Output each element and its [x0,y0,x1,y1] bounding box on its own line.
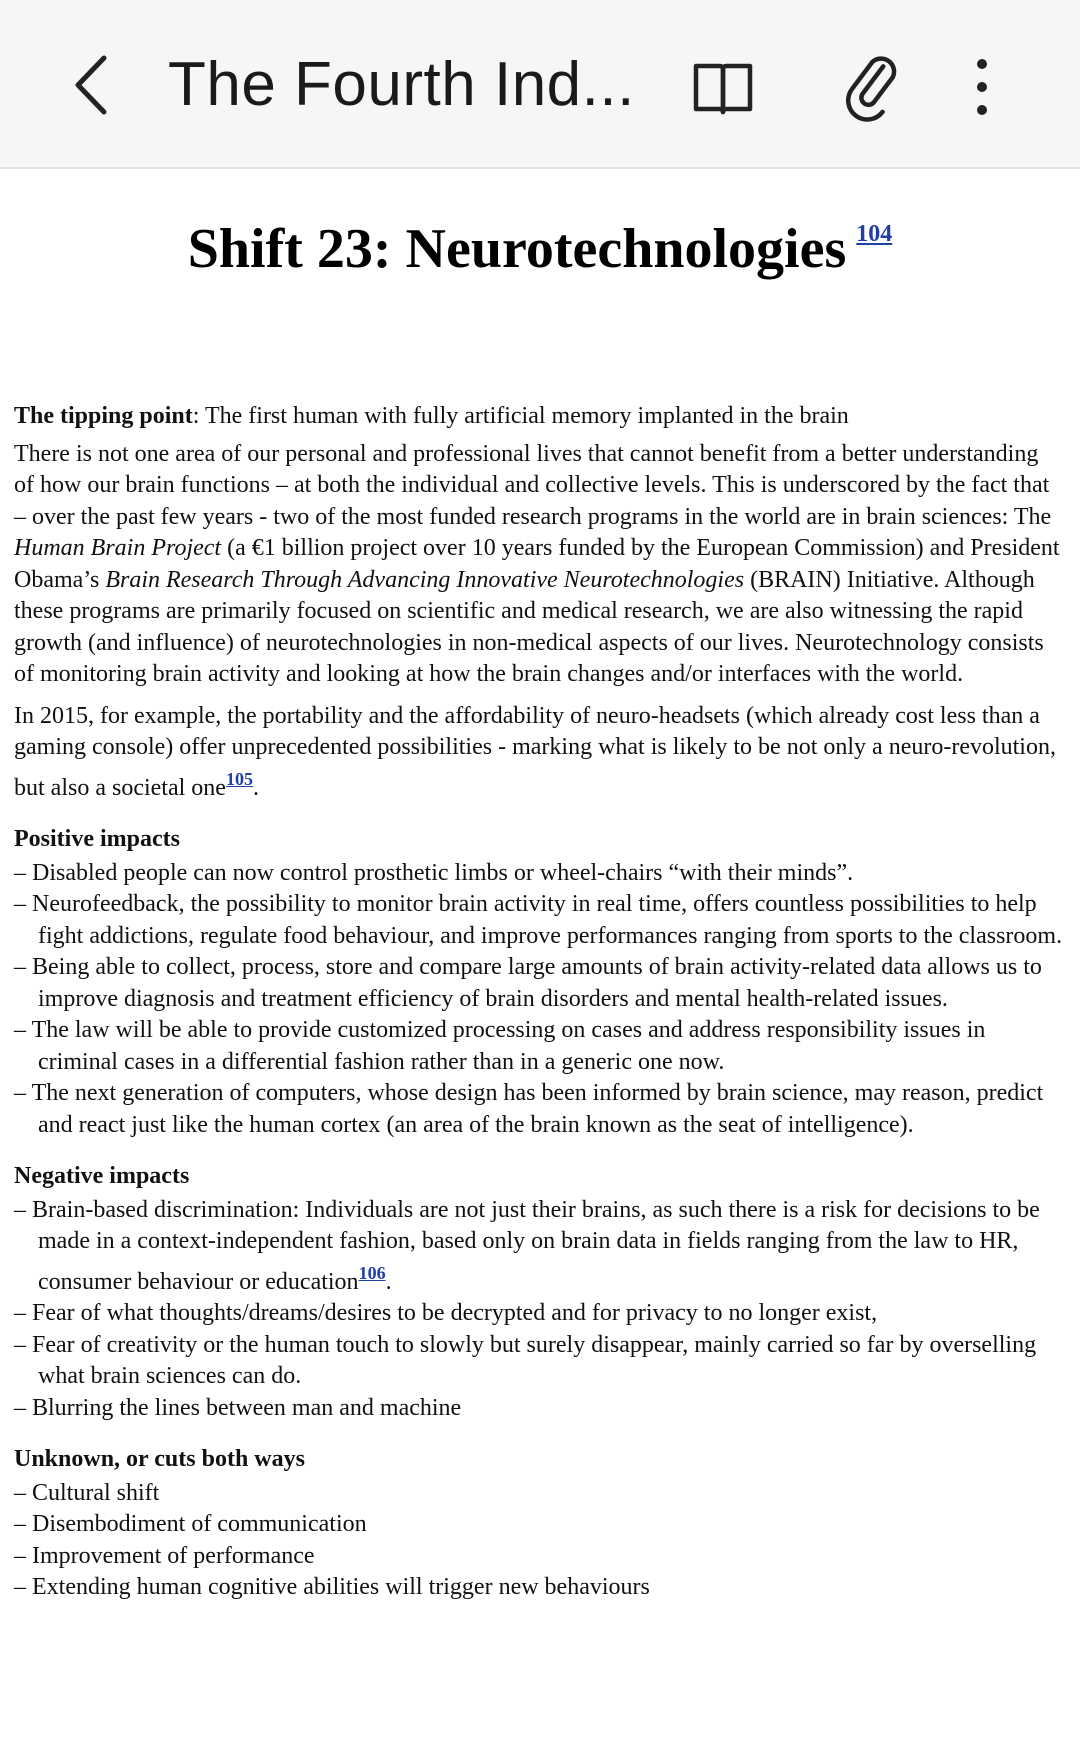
footnote-link-105[interactable]: 105 [225,768,253,789]
tipping-point-text: : The first human with fully artificial memory implanted in the brain [192,403,849,429]
negative-first-end: . [385,1268,392,1295]
paragraph-2015 [14,701,1064,805]
list-item: – Neurofeedback, the possibility to monitor brain activity in real time, offers countless possibilities to help fight addictions, regulate food behaviour, and improve performances ranging from sports to the classroom. [14,889,1064,952]
positive-impacts-list [14,858,1064,1142]
paragraph-intro [14,439,1064,691]
back-button[interactable] [64,50,124,120]
para1-text-a: There is not one area of our personal and professional lives that cannot benefit from a better understanding of how our brain functions – at both the individual and collective levels. This is underscored by the fact that – over the past few years - two of the most funded research programs in the world are in brain sciences: The [14,440,1052,530]
unknown-impacts-heading: Unknown, or cuts both ways [14,1446,305,1472]
document-page [0,169,1080,1752]
para2-text: In 2015, for example, the portability and the affordability of neuro-headsets (which already cost less than a gaming console) offer unprecedented possibilities - marking what is likely to be not only a neuro-revolution, but also a societal one [14,702,1056,801]
para1-text-c: (BRAIN) Initiative. Although these programs are primarily focused on scientific and medical research, we are also witnessing the rapid growth (and influence) of neurotechnologies in non-medical aspects of our lives. Neurotechnology consists of monitoring brain activity and looking at how the brain changes and/or interfaces with the world. [14,566,1044,687]
list-item: – Being able to collect, process, store and compare large amounts of brain activity-related data allows us to improve diagnosis and treatment efficiency of brain disorders and mental health-related issues. [14,952,1064,1015]
app-bar [0,0,1080,169]
more-options-button[interactable] [952,52,1012,122]
paperclip-icon [838,52,908,122]
book-icon [688,52,758,122]
footnote-link-104[interactable]: 104 [856,221,893,247]
list-item [14,1195,1064,1299]
attach-button[interactable] [838,52,908,122]
para1-text-b: (a €1 billion project over 10 years funded by the European Commission) and President Obama’s [14,535,1060,593]
footnote-link-106[interactable]: 106 [358,1262,386,1283]
tipping-point-label: The tipping point [14,403,193,429]
chapter-title [0,217,1080,281]
list-item: – Cultural shift [14,1478,1064,1510]
more-vertical-icon [952,52,1012,122]
list-item: – Disabled people can now control prosthetic limbs or wheel-chairs “with their minds”. [14,858,1064,890]
positive-impacts-heading: Positive impacts [14,826,180,852]
list-item: – Blurring the lines between man and machine [14,1393,1064,1425]
list-item: – Extending human cognitive abilities will trigger new behaviours [14,1572,1064,1604]
document-title: The Fourth Ind... [168,50,635,119]
list-item: – Improvement of performance [14,1541,1064,1573]
back-chevron-icon [64,50,124,120]
para1-italic-hbp: Human Brain Project [14,535,222,561]
list-item: – Fear of creativity or the human touch to slowly but surely disappear, mainly carried so far by overselling what brain sciences can do. [14,1330,1064,1393]
negative-first-text: Brain-based discrimination: Individuals are not just their brains, as such there is a risk for decisions to be made in a context-independent fashion, based only on brain data in fields ranging from the law to HR, consumer behaviour or education [32,1196,1040,1295]
list-item: – The law will be able to provide customized processing on cases and address responsibility issues in criminal cases in a differential fashion rather than in a generic one now. [14,1015,1064,1078]
list-item: – Disembodiment of communication [14,1509,1064,1541]
list-item: – Fear of what thoughts/dreams/desires to be decrypted and for privacy to no longer exist, [14,1298,1064,1330]
chapter-title-text: Shift 23: Neurotechnologies [187,218,847,280]
document-body [14,401,1064,1604]
para1-italic-brain: Brain Research Through Advancing Innovative Neurotechnologies [105,566,745,593]
negative-impacts-heading: Negative impacts [14,1163,190,1189]
negative-impacts-list [14,1195,1064,1425]
reading-mode-button[interactable] [688,52,758,122]
para2-end: . [252,774,259,801]
list-item: – The next generation of computers, whose design has been informed by brain science, may reason, predict and react just like the human cortex (an area of the brain known as the seat of intelligence). [14,1078,1064,1141]
unknown-impacts-list [14,1478,1064,1604]
tipping-point [14,401,1064,433]
